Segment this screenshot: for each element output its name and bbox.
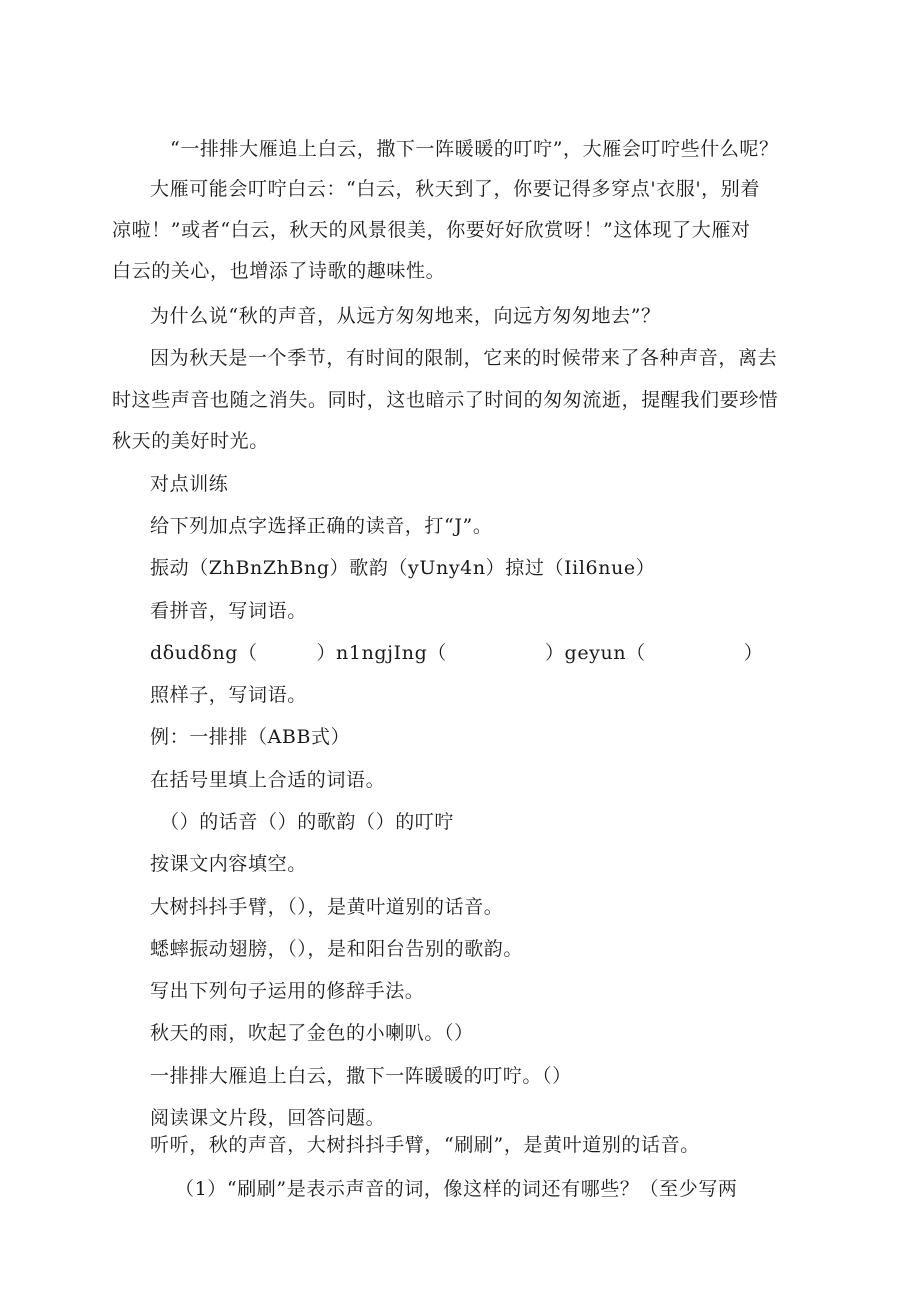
exercise-line-9: 按课文内容填空。 — [150, 853, 307, 875]
question-line-1: “一排排大雁追上白云，撒下一阵暖暖的叮咛”，大雁会叮咛些什么呢？ — [170, 138, 779, 160]
passage-line: 听听，秋的声音，大树抖抖手臂，“刷刷”，是黄叶道别的话音。 — [150, 1134, 700, 1156]
answer-line-2: 凉啦！”或者“白云，秋天的风景很美，你要好好欣赏呀！”这体现了大雁对 — [112, 219, 751, 241]
section-heading: 对点训练 — [150, 473, 229, 495]
exercise-line-11: 蟋蟀振动翅膀，（），是和阳台告别的歌韵。 — [150, 938, 524, 960]
exercise-line-14: 一排排大雁追上白云，撒下一阵暖暖的叮咛。（） — [150, 1065, 572, 1087]
question-line-2: 为什么说“秋的声音，从远方匆匆地来，向远方匆匆地去”？ — [150, 305, 661, 327]
exercise-line-8: （）的话音（）的歌韵（）的叮咛 — [160, 811, 455, 833]
exercise-line-5: 照样子，写词语。 — [150, 684, 307, 706]
question-line-3: （1）“刷刷”是表示声音的词，像这样的词还有哪些？（至少写两 — [175, 1178, 738, 1200]
exercise-line-4: dδudδng（ ）n1ngjIng（ ）geyun（ ） — [150, 642, 764, 664]
exercise-line-1: 给下列加点字选择正确的读音，打“J”。 — [150, 515, 493, 537]
exercise-line-7: 在括号里填上合适的词语。 — [150, 769, 386, 791]
answer-line-1: 大雁可能会叮咛白云：“白云，秋天到了，你要记得多穿点'衣服'，别着 — [150, 178, 760, 200]
answer-line-6: 秋天的美好时光。 — [112, 430, 269, 452]
answer-line-5: 时这些声音也随之消失。同时，这也暗示了时间的匆匆流逝，提醒我们要珍惜 — [112, 389, 779, 411]
exercise-line-15: 阅读课文片段，回答问题。 — [150, 1107, 386, 1129]
exercise-line-13: 秋天的雨，吹起了金色的小喇叭。（） — [150, 1022, 474, 1044]
answer-line-3: 白云的关心，也增添了诗歌的趣味性。 — [112, 260, 446, 282]
exercise-line-10: 大树抖抖手臂，（），是黄叶道别的话音。 — [150, 896, 504, 918]
exercise-line-2: 振动（ZhBnZhBng）歌韵（yUny4n）掠过（Iil6nue） — [150, 557, 656, 579]
answer-line-4: 因为秋天是一个季节，有时间的限制，它来的时候带来了各种声音，离去 — [150, 347, 778, 369]
exercise-line-3: 看拼音，写词语。 — [150, 600, 307, 622]
exercise-line-6: 例：一排排（ABB式） — [150, 726, 351, 748]
exercise-line-12: 写出下列句子运用的修辞手法。 — [150, 980, 425, 1002]
